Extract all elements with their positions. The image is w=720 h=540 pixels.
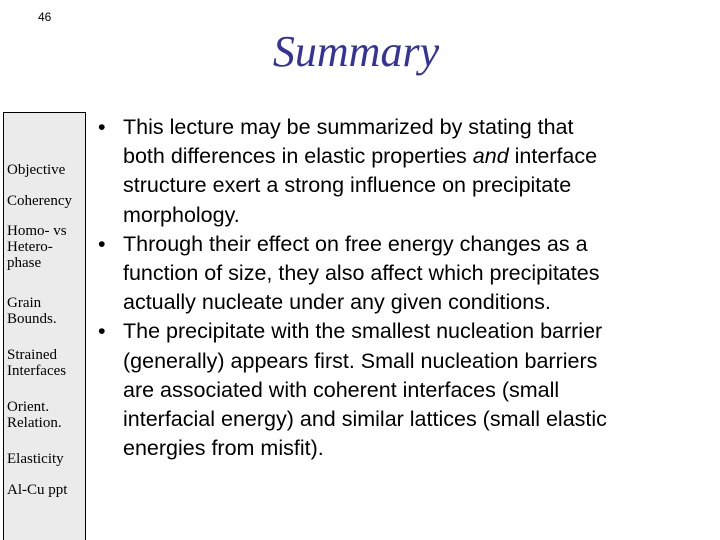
bullet-text bbox=[123, 230, 678, 318]
bullet-marker: • bbox=[98, 319, 106, 344]
slide-title: Summary bbox=[272, 27, 440, 76]
bullet-item bbox=[98, 317, 678, 463]
sidebar-item-orient-relation[interactable] bbox=[7, 399, 62, 431]
sidebar-item-label: Strained bbox=[7, 347, 57, 363]
sidebar-item-label: Al-Cu ppt bbox=[7, 482, 68, 498]
bullet-text-part: Through their effect on free energy changes as a function of size, they also affect which precipitates actually nucleate under any given conditions. bbox=[123, 231, 600, 315]
bullet-text-part: interface structure exert a strong influence on precipitate morphology. bbox=[123, 144, 598, 227]
bullet-emphasis: and bbox=[472, 144, 509, 169]
sidebar-item-elasticity[interactable] bbox=[7, 451, 64, 467]
bullet-item bbox=[98, 230, 678, 318]
sidebar-item-objective[interactable] bbox=[7, 162, 65, 178]
sidebar-item-label: Elasticity bbox=[7, 451, 64, 467]
bullet-text bbox=[123, 317, 678, 463]
sidebar-item-label: Interfaces bbox=[7, 363, 67, 379]
sidebar-item-label: Coherency bbox=[7, 193, 72, 209]
sidebar-item-label: Relation. bbox=[7, 415, 62, 431]
bullet-text bbox=[123, 113, 678, 230]
bullet-marker: • bbox=[98, 115, 106, 139]
bullet-text-part: The precipitate with the smallest nucleation barrier (generally) appears first. Small nucleation barriers are associated with coherent interfaces (small interfacial energy) and similar lattices (small elastic energies from misfit). bbox=[123, 319, 607, 461]
sidebar-item-label: Grain bbox=[7, 295, 42, 311]
sidebar-item-label: Homo- vs bbox=[7, 223, 67, 239]
slide-number: 46 bbox=[38, 10, 52, 24]
sidebar-item-homo-vs-hetero-phase[interactable] bbox=[7, 223, 67, 271]
sidebar-item-label: phase bbox=[7, 255, 42, 271]
sidebar-item-label: Orient. bbox=[7, 399, 50, 415]
sidebar-item-label: Bounds. bbox=[7, 311, 57, 327]
sidebar-item-grain-bounds[interactable] bbox=[7, 295, 57, 327]
bullet-text-part: This lecture may be summarized by stating that both differences in elastic properties bbox=[123, 115, 574, 169]
sidebar-item-coherency[interactable] bbox=[7, 193, 72, 209]
bullet-item bbox=[98, 113, 678, 230]
sidebar-item-label: Objective bbox=[7, 162, 66, 178]
sidebar-item-label: Hetero- bbox=[7, 239, 53, 255]
sidebar-item-al-cu-ppt[interactable] bbox=[7, 482, 67, 498]
sidebar-nav bbox=[3, 112, 86, 540]
bullet-marker: • bbox=[98, 231, 106, 256]
sidebar-item-strained-interfaces[interactable] bbox=[7, 347, 66, 379]
bullet-list bbox=[98, 113, 678, 463]
